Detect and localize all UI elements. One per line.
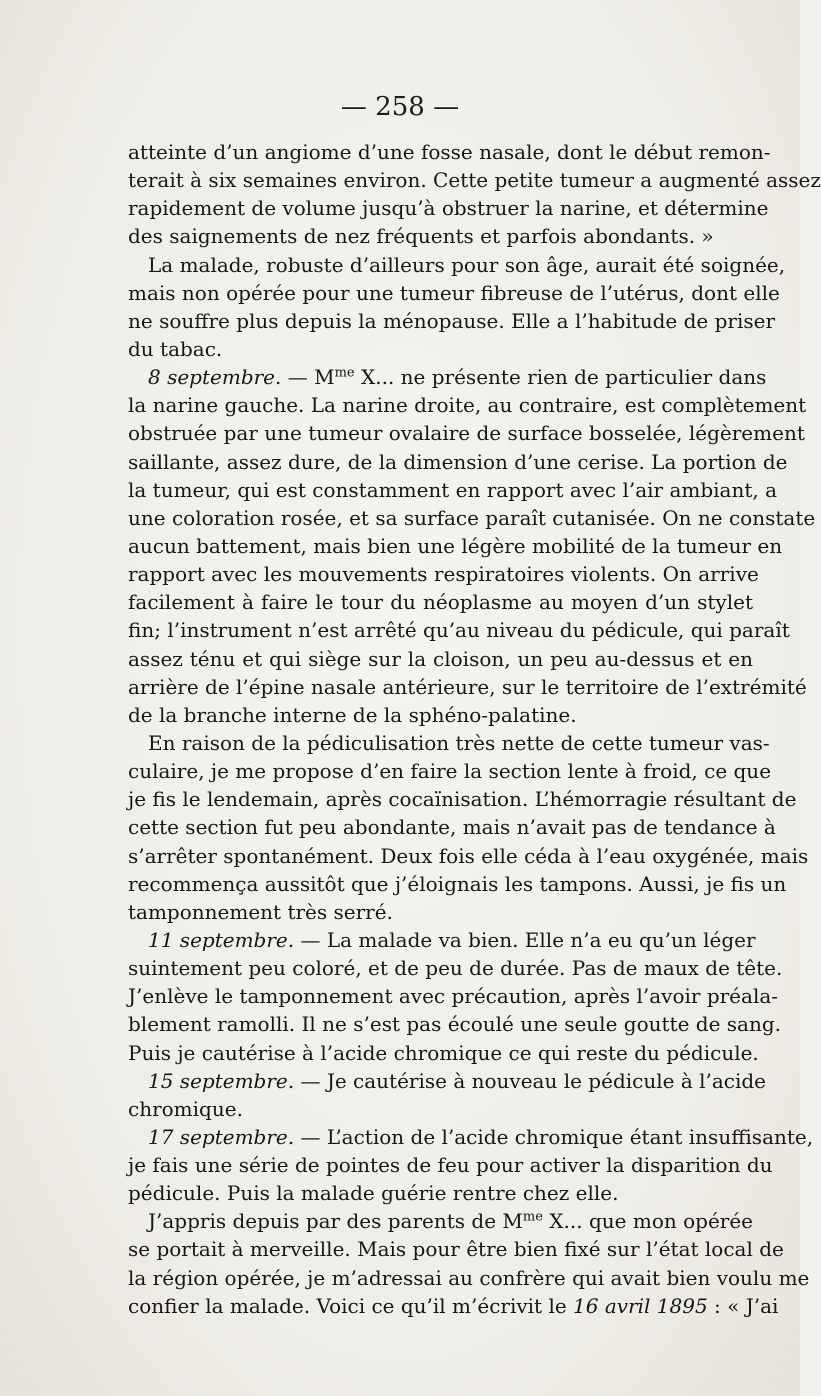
text-line: je fais une série de pointes de feu pour activer la disparition du xyxy=(128,1153,773,1178)
text-line: fin; l’instrument n’est arrêté qu’au niveau du pédicule, qui paraît xyxy=(128,618,790,643)
line-start: confier la malade. Voici ce qu’il m’écrivit le xyxy=(128,1293,567,1318)
text-line: En raison de la pédiculisation très nette de cette tumeur vas- xyxy=(148,730,770,755)
text-line: cette section fut peu abondante, mais n’avait pas de tendance à xyxy=(128,815,776,840)
text-line: aucun battement, mais bien une légère mobilité de la tumeur en xyxy=(128,533,783,558)
text-line: assez ténu et qui siège sur la cloison, un peu au-dessus et en xyxy=(128,646,753,671)
entry-date: 17 septembre. — xyxy=(148,1124,321,1149)
text-line xyxy=(128,363,767,391)
entry-date: 15 septembre. — xyxy=(148,1068,321,1093)
text-line: rapidement de volume jusqu’à obstruer la narine, et détermine xyxy=(128,196,769,221)
entry-date: 8 septembre. — xyxy=(148,365,308,390)
abbrev-superscript: me xyxy=(522,1209,543,1225)
text-line: tamponnement très serré. xyxy=(128,899,393,924)
line-rest: Je cautérise à nouveau le pédicule à l’acide xyxy=(326,1068,767,1093)
text-line: la narine gauche. La narine droite, au contraire, est complètement xyxy=(128,393,807,418)
line-rest: : « J’ai xyxy=(714,1293,779,1318)
text-line: la tumeur, qui est constamment en rapport avec l’air ambiant, a xyxy=(128,477,778,502)
text-line: du tabac. xyxy=(128,336,223,361)
text-line: se portait à merveille. Mais pour être bien fixé sur l’état local de xyxy=(128,1237,784,1262)
text-line: pédicule. Puis la malade guérie rentre chez elle. xyxy=(128,1181,619,1206)
text-line xyxy=(128,1207,753,1235)
text-line: arrière de l’épine nasale antérieure, sur le territoire de l’extrémité xyxy=(128,674,807,699)
text-line: rapport avec les mouvements respiratoires violents. On arrive xyxy=(128,562,759,587)
text-line: obstruée par une tumeur ovalaire de surface bosselée, légèrement xyxy=(128,421,805,446)
text-line: culaire, je me propose d’en faire la section lente à froid, ce que xyxy=(128,759,772,784)
text-line xyxy=(128,1067,767,1095)
abbrev-madame xyxy=(314,365,355,389)
text-line: des saignements de nez fréquents et parfois abondants. » xyxy=(128,224,714,249)
text-line: chromique. xyxy=(128,1096,243,1121)
text-line: terait à six semaines environ. Cette petite tumeur a augmenté assez xyxy=(128,168,821,193)
text-line: mais non opérée pour une tumeur fibreuse de l’utérus, dont elle xyxy=(128,280,780,305)
text-line: ne souffre plus depuis la ménopause. Elle a l’habitude de priser xyxy=(128,308,776,333)
abbrev-base: M xyxy=(314,365,335,390)
text-line: blement ramolli. Il ne s’est pas écoulé une seule goutte de sang. xyxy=(128,1012,781,1037)
text-line: s’arrêter spontanément. Deux fois elle céda à l’eau oxygénée, mais xyxy=(128,843,809,868)
line-rest: La malade va bien. Elle n’a eu qu’un léger xyxy=(326,927,756,952)
line-start: J’appris depuis par des parents de M xyxy=(148,1209,523,1234)
text-line: Puis je cautérise à l’acide chromique ce qui reste du pédicule. xyxy=(128,1040,759,1065)
page-number: — 258 — xyxy=(340,92,460,122)
text-line: La malade, robuste d’ailleurs pour son âge, aurait été soignée, xyxy=(148,252,786,277)
entry-date: 11 septembre. — xyxy=(148,927,321,952)
line-rest: X... ne présente rien de particulier dans xyxy=(360,365,767,390)
text-line: je fis le lendemain, après cocaïnisation. L’hémorragie résultant de xyxy=(128,787,797,812)
text-line: recommença aussitôt que j’éloignais les tampons. Aussi, je fis un xyxy=(128,871,787,896)
text-line: J’enlève le tamponnement avec précaution, après l’avoir préala- xyxy=(128,984,779,1009)
letter-date: 16 avril 1895 xyxy=(573,1293,708,1318)
abbrev-superscript: me xyxy=(334,365,355,381)
text-line: saillante, assez dure, de la dimension d’une cerise. La portion de xyxy=(128,449,788,474)
line-rest: L’action de l’acide chromique étant insuffisante, xyxy=(326,1124,814,1149)
text-line: facilement à faire le tour du néoplasme au moyen d’un stylet xyxy=(128,590,753,615)
line-rest: X... que mon opérée xyxy=(549,1209,754,1234)
text-line: une coloration rosée, et sa surface paraît cutanisée. On ne constate xyxy=(128,505,816,530)
text-line: suintement peu coloré, et de peu de durée. Pas de maux de tête. xyxy=(128,956,783,981)
text-line xyxy=(128,1292,779,1320)
text-line xyxy=(128,926,756,954)
text-line: atteinte d’un angiome d’une fosse nasale, dont le début remon- xyxy=(128,140,771,164)
text-line xyxy=(128,1123,814,1151)
text-line: la région opérée, je m’adressai au confrère qui avait bien voulu me xyxy=(128,1265,810,1290)
body-text xyxy=(128,138,821,1320)
text-line: de la branche interne de la sphéno-palatine. xyxy=(128,702,577,727)
